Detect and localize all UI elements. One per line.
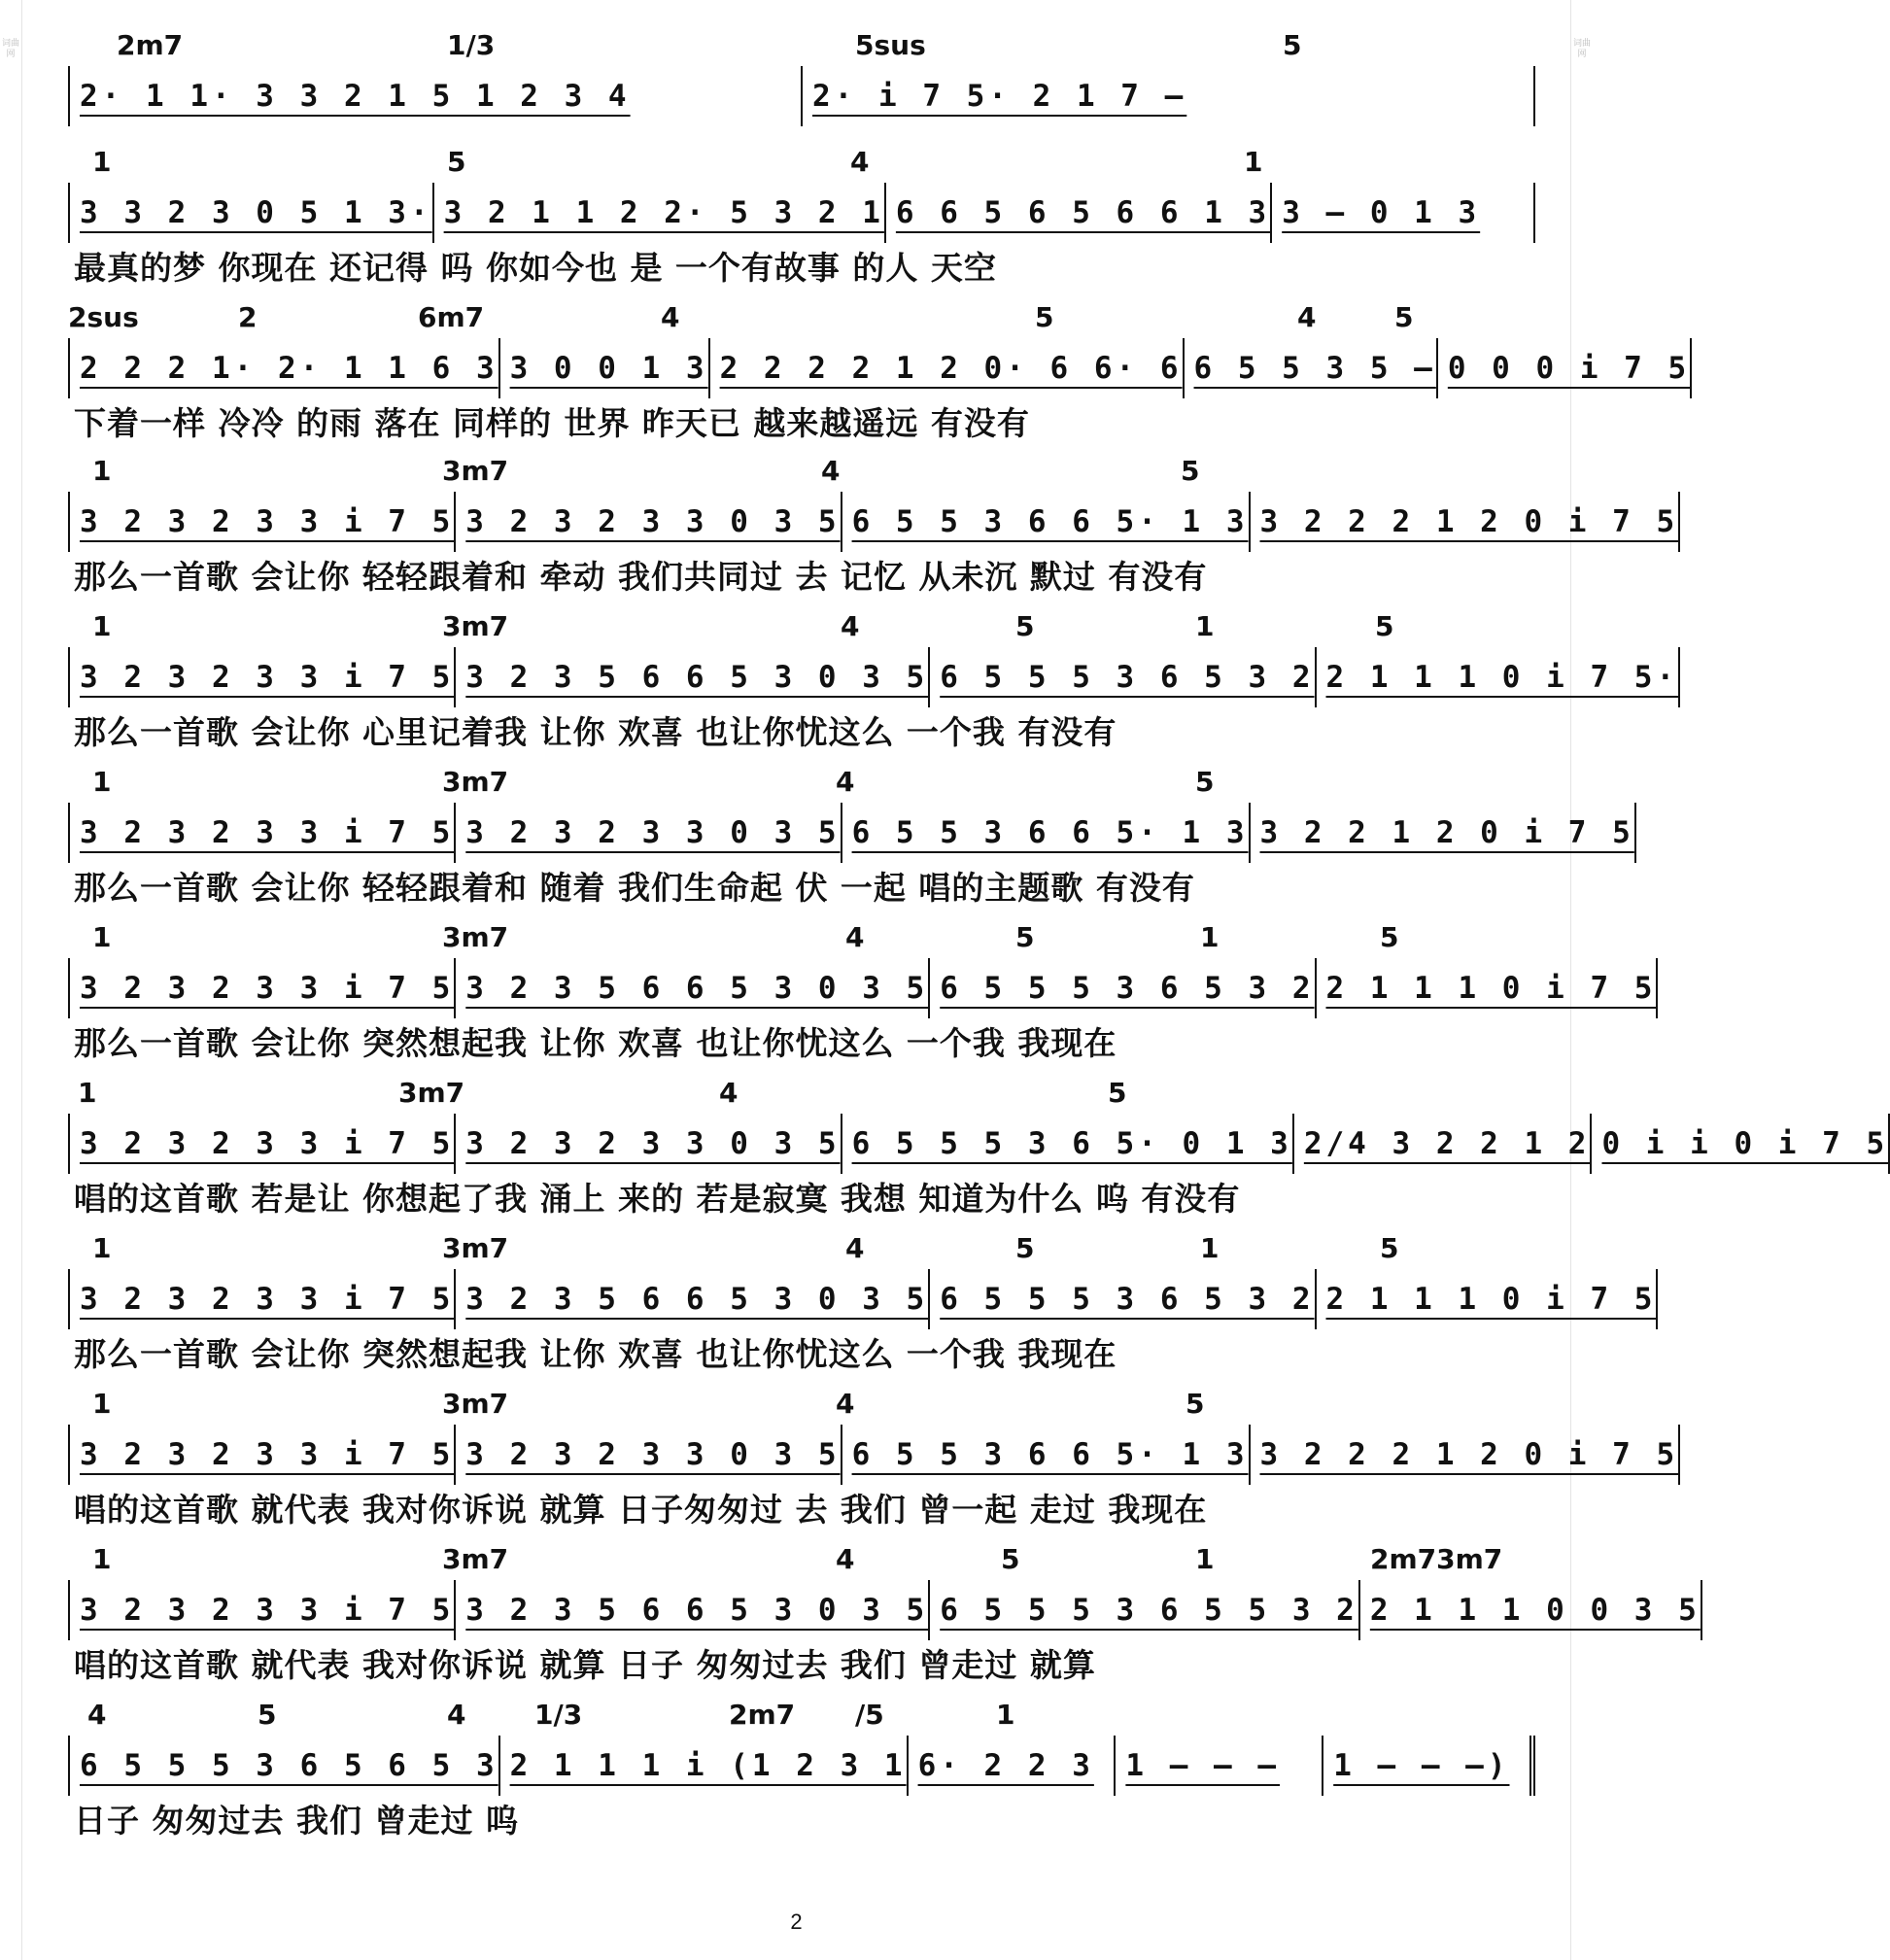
jianpu-notes: 6 5 5 3 5 –	[1193, 351, 1436, 386]
measure	[928, 958, 1314, 1018]
measure	[68, 183, 432, 243]
notation-staff	[68, 183, 1535, 243]
lyrics-line: 那么一首歌 会让你 突然想起我 让你 欢喜 也让你忧这么 一个我 我现在	[74, 1024, 1117, 1062]
chord-symbol: 4	[841, 610, 860, 642]
chord-symbol: 1	[1195, 1543, 1215, 1575]
jianpu-notes: 6 5 5 5 3 6 5 6 5 3	[80, 1748, 498, 1783]
measure	[68, 647, 454, 707]
measure	[454, 1114, 840, 1174]
lyrics-line: 那么一首歌 会让你 突然想起我 让你 欢喜 也让你忧这么 一个我 我现在	[74, 1335, 1117, 1373]
lyrics-line: 下着一样 冷冷 的雨 落在 同样的 世界 昨天已 越来越遥远 有没有	[74, 404, 1030, 442]
jianpu-notes: 3 2 3 2 3 3 i 7 5	[80, 971, 455, 1006]
measure	[1114, 1736, 1322, 1796]
chord-symbol: 5	[1181, 455, 1200, 487]
chord-symbol: 4	[821, 455, 841, 487]
chord-row	[68, 610, 1535, 649]
jianpu-notes: 3 2 3 5 6 6 5 3 0 3 5	[465, 1593, 929, 1628]
jianpu-notes: 6 5 5 5 3 6 5 5 3 2	[940, 1593, 1358, 1628]
jianpu-notes: 3 2 3 2 3 3 i 7 5	[80, 504, 455, 539]
jianpu-notes: 6 5 5 3 6 6 5· 1 3	[851, 1437, 1249, 1472]
chord-symbol: 5sus	[855, 29, 926, 61]
jianpu-notes: 2· 1 1· 3 3 2 1 5 1 2 3 4	[80, 79, 631, 114]
chord-symbol: 1	[996, 1699, 1015, 1731]
measure	[68, 492, 454, 552]
chord-symbol: 1/3	[534, 1699, 583, 1731]
jianpu-notes: 2 1 1 1 0 i 7 5·	[1325, 660, 1679, 695]
measure	[498, 338, 708, 398]
chord-symbol: 5	[1108, 1077, 1127, 1109]
jianpu-notes: 3 2 2 1 2 0 i 7 5	[1259, 815, 1634, 850]
jianpu-notes: 3 2 3 2 3 3 0 3 5	[465, 815, 841, 850]
chord-symbol: 3m7	[442, 1388, 509, 1420]
measure	[1315, 958, 1659, 1018]
chord-symbol: 5	[1001, 1543, 1020, 1575]
chord-symbol: 5	[1394, 301, 1414, 333]
lyrics-line: 唱的这首歌 就代表 我对你诉说 就算 日子 匆匆过去 我们 曾走过 就算	[74, 1646, 1096, 1684]
watermark-text: 词曲网	[1572, 39, 1591, 59]
jianpu-notes: 2 1 1 1 0 0 3 5	[1369, 1593, 1701, 1628]
music-system	[68, 1077, 1889, 1232]
jianpu-notes: 6· 2 2 3	[917, 1748, 1094, 1783]
notation-staff	[68, 338, 1691, 398]
jianpu-notes: 3 – 0 1 3	[1282, 195, 1481, 230]
measure	[928, 1580, 1358, 1640]
chord-symbol: 5	[1283, 29, 1302, 61]
measure	[841, 803, 1249, 863]
jianpu-notes: 2 2 2 1· 2· 1 1 6 3	[80, 351, 498, 386]
measure	[68, 1114, 454, 1174]
jianpu-notes: 6 5 5 3 6 6 5· 1 3	[851, 815, 1249, 850]
chord-symbol: 3m7	[442, 766, 509, 798]
measure	[68, 1425, 454, 1485]
jianpu-notes: 0 i i 0 i 7 5	[1601, 1126, 1889, 1161]
music-system	[68, 921, 1657, 1077]
notation-staff	[68, 958, 1657, 1018]
chord-symbol: 2sus	[68, 301, 139, 333]
chord-symbol: 4	[719, 1077, 739, 1109]
music-system	[68, 301, 1691, 457]
jianpu-notes: 3 2 3 5 6 6 5 3 0 3 5	[465, 660, 929, 695]
jianpu-notes: 3 2 2 2 1 2 0 i 7 5	[1259, 1437, 1679, 1472]
measure	[1249, 803, 1636, 863]
chord-symbol: 5	[1195, 766, 1215, 798]
measure	[928, 1269, 1314, 1329]
chord-symbol: 5	[1186, 1388, 1205, 1420]
jianpu-notes: 6 5 5 3 6 6 5· 1 3	[851, 504, 1249, 539]
lyrics-line: 唱的这首歌 就代表 我对你诉说 就算 日子匆匆过 去 我们 曾一起 走过 我现在	[74, 1491, 1208, 1529]
lyrics-line: 日子 匆匆过去 我们 曾走过 呜	[74, 1802, 519, 1840]
chord-row	[68, 29, 1535, 68]
measure	[454, 958, 928, 1018]
chord-symbol: 6m7	[418, 301, 485, 333]
measure	[708, 338, 1183, 398]
music-system	[68, 1232, 1657, 1388]
chord-symbol: /5	[855, 1699, 884, 1731]
chord-symbol: 1	[92, 766, 112, 798]
chord-symbol: 3m7	[442, 455, 509, 487]
measure	[1315, 647, 1681, 707]
measure	[68, 1580, 454, 1640]
jianpu-notes: 2 2 2 2 1 2 0· 6 6· 6	[719, 351, 1183, 386]
chord-symbol: 4	[836, 1388, 855, 1420]
chord-row	[68, 455, 1535, 494]
jianpu-notes: 3 2 3 2 3 3 i 7 5	[80, 1126, 455, 1161]
left-watermark-strip	[0, 0, 22, 1960]
notation-staff	[68, 1114, 1889, 1174]
measure	[68, 66, 801, 126]
measure	[841, 1114, 1292, 1174]
chord-row	[68, 1232, 1535, 1271]
page-number: 2	[790, 1909, 803, 1934]
jianpu-notes: 3 2 3 2 3 3 0 3 5	[465, 504, 841, 539]
music-system	[68, 610, 1679, 766]
chord-symbol: 5	[1015, 610, 1035, 642]
chord-symbol: 5	[1015, 921, 1035, 953]
jianpu-notes: 3 2 3 2 3 3 i 7 5	[80, 1593, 455, 1628]
notation-staff	[68, 1425, 1679, 1485]
chord-symbol: 1	[1200, 1232, 1220, 1264]
music-system	[68, 455, 1679, 610]
measure	[454, 1425, 840, 1485]
measure	[1436, 338, 1692, 398]
measure	[68, 1269, 454, 1329]
jianpu-notes: 3 2 3 2 3 3 0 3 5	[465, 1437, 841, 1472]
lyrics-line: 最真的梦 你现在 还记得 吗 你如今也 是 一个有故事 的人 天空	[74, 249, 997, 287]
chord-symbol: 1	[92, 146, 112, 178]
chord-symbol: 3m7	[398, 1077, 465, 1109]
watermark-text: 词曲网	[1, 39, 19, 59]
jianpu-notes: 1 – – –)	[1333, 1748, 1510, 1783]
music-system	[68, 146, 1535, 301]
music-system	[68, 1388, 1679, 1543]
measure	[68, 958, 454, 1018]
jianpu-notes: 3 2 3 2 3 3 0 3 5	[465, 1126, 841, 1161]
measure	[801, 66, 1535, 126]
chord-symbol: 5	[258, 1699, 277, 1731]
notation-staff	[68, 647, 1679, 707]
chord-symbol: 1	[92, 1388, 112, 1420]
notation-staff	[68, 1580, 1701, 1640]
jianpu-notes: 1 – – –	[1125, 1748, 1281, 1783]
jianpu-notes: 6 5 5 5 3 6 5 3 2	[940, 1282, 1315, 1317]
music-system	[68, 766, 1634, 921]
measure	[454, 1580, 928, 1640]
notation-staff	[68, 66, 1535, 126]
measure	[68, 1736, 498, 1796]
measure	[1315, 1269, 1659, 1329]
jianpu-notes: 3 2 3 2 3 3 i 7 5	[80, 1437, 455, 1472]
chord-row	[68, 921, 1535, 960]
chord-symbol: 4	[87, 1699, 107, 1731]
measure	[68, 338, 498, 398]
chord-row	[68, 766, 1535, 805]
measure	[928, 647, 1314, 707]
chord-row	[68, 1388, 1535, 1427]
notation-staff	[68, 1736, 1535, 1796]
chord-symbol: 1	[1195, 610, 1215, 642]
measure	[68, 803, 454, 863]
notation-staff	[68, 1269, 1657, 1329]
jianpu-notes: 3 2 3 2 3 3 i 7 5	[80, 815, 455, 850]
measure	[1183, 338, 1436, 398]
measure	[454, 647, 928, 707]
chord-symbol: 5	[1380, 1232, 1399, 1264]
chord-symbol: 4	[1297, 301, 1317, 333]
chord-row	[68, 1543, 1535, 1582]
chord-symbol: 1	[92, 1543, 112, 1575]
measure	[1358, 1580, 1702, 1640]
measure	[454, 492, 840, 552]
measure	[454, 1269, 928, 1329]
measure	[1292, 1114, 1591, 1174]
chord-symbol: 3m7	[442, 1543, 509, 1575]
chord-symbol: 1	[92, 1232, 112, 1264]
chord-row	[68, 301, 1535, 340]
measure	[907, 1736, 1115, 1796]
chord-symbol: 5	[1015, 1232, 1035, 1264]
jianpu-notes: 6 5 5 5 3 6 5 3 2	[940, 971, 1315, 1006]
chord-symbol: 1	[1200, 921, 1220, 953]
jianpu-notes: 6 5 5 5 3 6 5 3 2	[940, 660, 1315, 695]
lyrics-line: 那么一首歌 会让你 轻轻跟着和 随着 我们生命起 伏 一起 唱的主题歌 有没有	[74, 869, 1195, 907]
chord-symbol: 4	[836, 1543, 855, 1575]
chord-symbol: 1	[92, 921, 112, 953]
jianpu-notes: 2 1 1 1 i (1 2 3 1	[509, 1748, 907, 1783]
measure	[841, 1425, 1249, 1485]
measure	[1249, 492, 1681, 552]
notation-staff	[68, 492, 1679, 552]
lyrics-line: 那么一首歌 会让你 轻轻跟着和 牵动 我们共同过 去 记忆 从未沉 默过 有没有	[74, 558, 1208, 596]
jianpu-notes: 6 5 5 5 3 6 5· 0 1 3	[851, 1126, 1292, 1161]
chord-symbol: 3m7	[442, 1232, 509, 1264]
jianpu-notes: 2 1 1 1 0 i 7 5	[1325, 1282, 1657, 1317]
measure	[1322, 1736, 1535, 1796]
chord-symbol: 2m7	[729, 1699, 796, 1731]
chord-row	[68, 146, 1535, 185]
notation-staff	[68, 803, 1634, 863]
lyrics-line: 那么一首歌 会让你 心里记着我 让你 欢喜 也让你忧这么 一个我 有没有	[74, 713, 1117, 751]
chord-symbol: 4	[845, 921, 865, 953]
jianpu-notes: 2 1 1 1 0 i 7 5	[1325, 971, 1657, 1006]
jianpu-notes: 6 6 5 6 5 6 6 1 3	[895, 195, 1271, 230]
chord-symbol: 5	[1380, 921, 1399, 953]
chord-symbol: 3m7	[442, 610, 509, 642]
jianpu-notes: 2/4 3 2 2 1 2	[1303, 1126, 1591, 1161]
measure	[884, 183, 1270, 243]
music-system	[68, 1543, 1701, 1699]
measure	[1270, 183, 1535, 243]
chord-symbol: 2m7	[117, 29, 184, 61]
chord-symbol: 4	[447, 1699, 466, 1731]
jianpu-notes: 3 2 3 5 6 6 5 3 0 3 5	[465, 1282, 929, 1317]
measure	[1590, 1114, 1890, 1174]
jianpu-notes: 0 0 0 i 7 5	[1447, 351, 1691, 386]
measure	[498, 1736, 907, 1796]
jianpu-notes: 3 3 2 3 0 5 1 3·	[80, 195, 432, 230]
chord-symbol: 1/3	[447, 29, 496, 61]
chord-row	[68, 1077, 1535, 1116]
chord-symbol: 2	[238, 301, 258, 333]
jianpu-notes: 2· i 7 5· 2 1 7 –	[812, 79, 1187, 114]
measure	[841, 492, 1249, 552]
chord-symbol: 2m73m7	[1370, 1543, 1503, 1575]
chord-symbol: 5	[447, 146, 466, 178]
measure	[432, 183, 884, 243]
chord-symbol: 4	[836, 766, 855, 798]
music-system	[68, 1699, 1535, 1854]
jianpu-notes: 3 2 3 5 6 6 5 3 0 3 5	[465, 971, 929, 1006]
chord-symbol: 3m7	[442, 921, 509, 953]
chord-symbol: 1	[92, 455, 112, 487]
jianpu-notes: 3 2 1 1 2 2· 5 3 2 1	[443, 195, 884, 230]
lyrics-line: 唱的这首歌 若是让 你想起了我 涌上 来的 若是寂寞 我想 知道为什么 呜 有没有	[74, 1180, 1241, 1218]
chord-symbol: 1	[1244, 146, 1263, 178]
chord-symbol: 4	[845, 1232, 865, 1264]
jianpu-notes: 3 2 2 2 1 2 0 i 7 5	[1259, 504, 1679, 539]
jianpu-notes: 3 2 3 2 3 3 i 7 5	[80, 660, 455, 695]
chord-symbol: 4	[850, 146, 870, 178]
jianpu-notes: 3 2 3 2 3 3 i 7 5	[80, 1282, 455, 1317]
chord-symbol: 4	[661, 301, 680, 333]
chord-row	[68, 1699, 1535, 1737]
jianpu-notes: 3 0 0 1 3	[509, 351, 708, 386]
chord-symbol: 1	[92, 610, 112, 642]
chord-symbol: 5	[1035, 301, 1054, 333]
measure	[1249, 1425, 1681, 1485]
chord-symbol: 5	[1375, 610, 1394, 642]
chord-symbol: 1	[78, 1077, 97, 1109]
measure	[454, 803, 840, 863]
